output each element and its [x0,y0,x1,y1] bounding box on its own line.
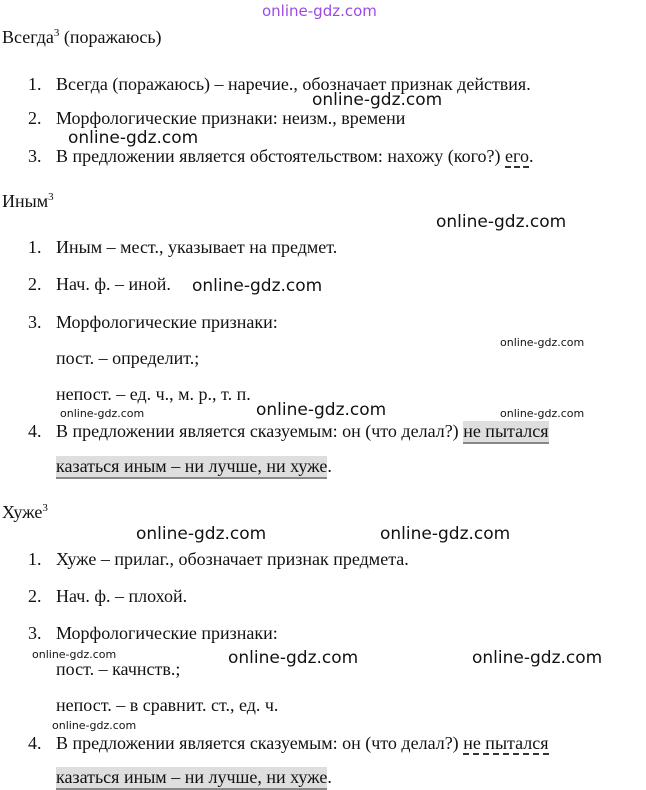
heading-sup: 3 [48,191,54,203]
watermark: online-gdz.com [436,212,567,232]
item-number: 2. [28,274,42,294]
watermark: online-gdz.com [52,719,137,732]
watermark: online-gdz.com [136,524,267,544]
predicate-highlight: не пытался [463,421,548,444]
watermark: online-gdz.com [500,407,585,420]
item-number: 1. [28,74,42,94]
predicate-underline: не пытался [463,733,549,753]
watermark: online-gdz.com [472,648,603,668]
heading-word: Всегда [2,27,54,47]
list-item: Всегда (поражаюсь) – наречие., обозначает признак действия. [56,74,531,94]
section-heading-inym [2,190,54,212]
watermark: online-gdz.com [68,128,199,148]
item-number: 3. [28,146,42,166]
list-item: Хуже – прилаг., обозначает признак предмета. [56,549,409,569]
watermark: online-gdz.com [32,648,117,661]
list-item [56,732,549,754]
heading-paren: (поражаюсь) [59,27,162,47]
list-item: Иным – мест., указывает на предмет. [56,237,338,257]
item-text: В предложении является сказуемым: он (что делал?) [56,733,464,753]
watermark: online-gdz.com [500,336,585,349]
watermark: online-gdz.com [60,407,145,420]
heading-word: Хуже [2,502,43,522]
heading-word: Иным [2,191,49,211]
predicate-highlight: казаться иным – ни лучше, ни хуже [56,767,327,790]
item-period: . [327,456,332,476]
watermark: online-gdz.com [312,90,443,110]
list-item [56,145,533,167]
heading-sup: 3 [42,502,48,514]
watermark-top: online-gdz.com [262,2,377,20]
list-subitem: непост. – ед. ч., м. р., т. п. [56,384,251,404]
list-item [56,420,549,442]
underlined-word: его [505,146,529,166]
watermark: online-gdz.com [192,276,323,296]
item-number: 1. [28,237,42,257]
list-subitem: пост. – качнств.; [56,659,181,679]
list-subitem: непост. – в сравнит. ст., ед. ч. [56,695,279,715]
list-subitem: пост. – определит.; [56,348,200,368]
watermark: online-gdz.com [228,648,359,668]
item-text: В предложении является сказуемым: он (что делал?) [56,421,464,441]
predicate-highlight: казаться иным – ни лучше, ни хуже [56,456,327,479]
heading-sup: 3 [53,27,60,39]
list-item: Нач. ф. – иной. [56,274,171,294]
section-heading-vsegda [2,26,162,48]
item-text: В предложении является обстоятельством: нахожу (кого?) [56,146,506,166]
watermark: online-gdz.com [256,400,387,420]
list-item-continuation [56,455,332,477]
item-period: . [528,146,534,166]
item-number: 4. [28,421,42,441]
watermark: online-gdz.com [380,524,511,544]
item-number: 4. [28,733,42,753]
item-number: 2. [28,586,42,606]
item-period: . [327,767,332,787]
list-item-continuation [56,766,332,788]
item-number: 3. [28,623,42,643]
list-item: Нач. ф. – плохой. [56,586,188,606]
item-number: 3. [28,312,42,332]
item-number: 2. [28,108,42,128]
section-heading-khuzhe [2,501,48,523]
list-item: Морфологические признаки: неизм., времени [56,108,406,128]
item-number: 1. [28,549,42,569]
list-item: Морфологические признаки: [56,312,278,332]
list-item: Морфологические признаки: [56,623,278,643]
